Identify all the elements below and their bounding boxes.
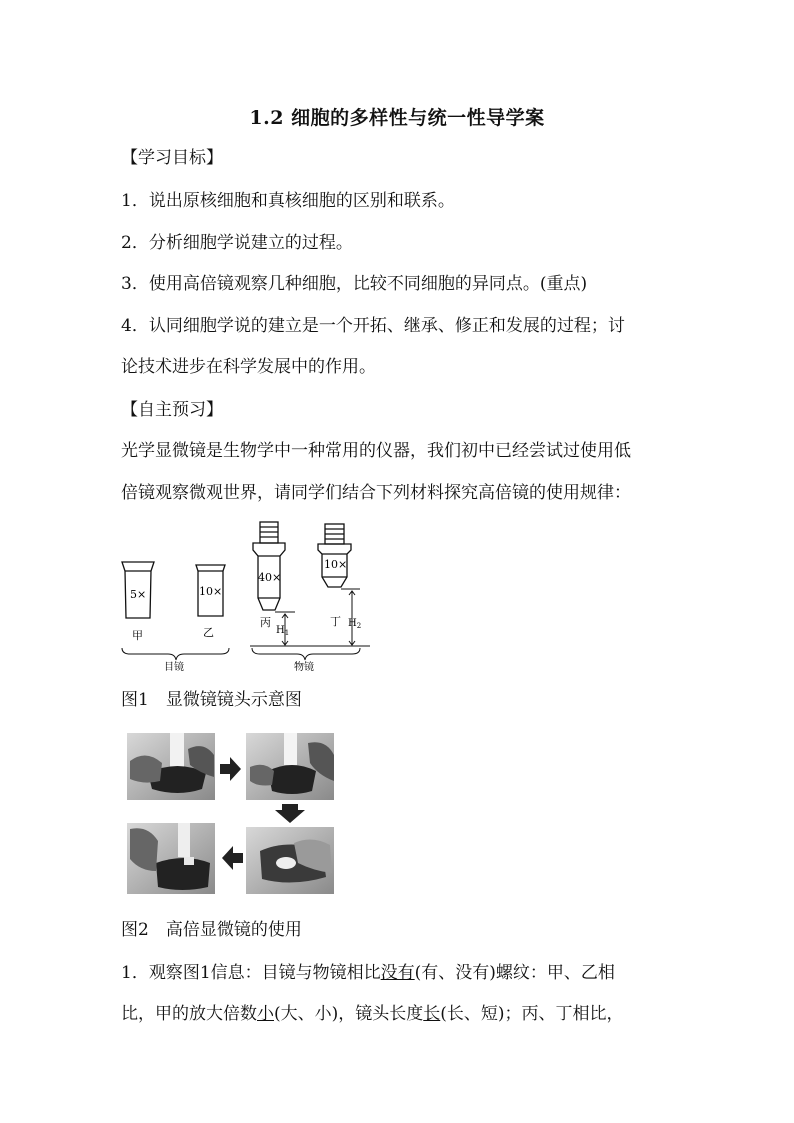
goal-item: 1．说出原核细胞和真核细胞的区别和联系。 <box>121 191 455 211</box>
figure2-photo-sequence <box>126 731 338 895</box>
objective-bing <box>253 522 285 610</box>
objective-ding <box>318 524 351 587</box>
objective-bracket <box>252 648 360 660</box>
photo-step1 <box>127 733 215 800</box>
h2-label: $H_2$ <box>348 618 362 630</box>
photo-step2 <box>246 733 334 800</box>
figure1-lens-diagram <box>110 515 380 675</box>
objective-label: 物镜 <box>294 662 314 673</box>
answer-blank: 没有 <box>380 963 415 983</box>
jia-mag-label: 5× <box>130 588 147 601</box>
goal-item-continued: 论技术进步在科学发展中的作用。 <box>121 357 376 377</box>
figure1-caption: 图1 显微镜镜头示意图 <box>121 690 302 710</box>
bing-label: 丙 <box>260 616 271 629</box>
arrow-down-icon <box>275 804 305 823</box>
goal-item: 2．分析细胞学说建立的过程。 <box>121 233 353 253</box>
jia-label: 甲 <box>132 629 143 642</box>
eyepiece-bracket <box>122 648 229 660</box>
h1-label: $H_1$ <box>276 625 290 637</box>
bing-mag-label: 40× <box>258 571 282 584</box>
goals-heading: 【学习目标】 <box>121 148 223 168</box>
goal-item: 3．使用高倍镜观察几种细胞，比较不同细胞的异同点。(重点) <box>121 274 588 294</box>
yi-label: 乙 <box>203 626 214 639</box>
answer-blank: 长 <box>423 1004 441 1024</box>
photo-step4 <box>127 823 215 894</box>
photo-step3 <box>246 827 334 894</box>
yi-mag-label: 10× <box>199 585 223 598</box>
figure2-caption: 图2 高倍显微镜的使用 <box>121 920 302 940</box>
intro-text: 光学显微镜是生物学中一种常用的仪器，我们初中已经尝试过使用低 <box>121 441 631 461</box>
goal-item: 4．认同细胞学说的建立是一个开拓、继承、修正和发展的过程；讨 <box>121 316 625 336</box>
answer-blank: 小 <box>257 1004 274 1024</box>
arrow-right-icon <box>220 757 241 781</box>
intro-text: 倍镜观察微观世界，请同学们结合下列材料探究高倍镜的使用规律： <box>121 483 631 503</box>
eyepiece-label: 目镜 <box>164 662 184 673</box>
question1-line2: 比，甲的放大倍数小(大、小)，镜头长度长(长、短)；丙、丁相比， <box>121 1004 624 1024</box>
ding-label: 丁 <box>330 615 341 628</box>
ding-mag-label: 10× <box>324 558 348 571</box>
question1-line1: 1．观察图1信息：目镜与物镜相比没有(有、没有)螺纹：甲、乙相 <box>121 963 615 983</box>
arrow-left-icon <box>222 846 243 870</box>
preview-heading: 【自主预习】 <box>121 400 223 420</box>
page-title: 1.2 细胞的多样性与统一性导学案 <box>249 107 545 129</box>
